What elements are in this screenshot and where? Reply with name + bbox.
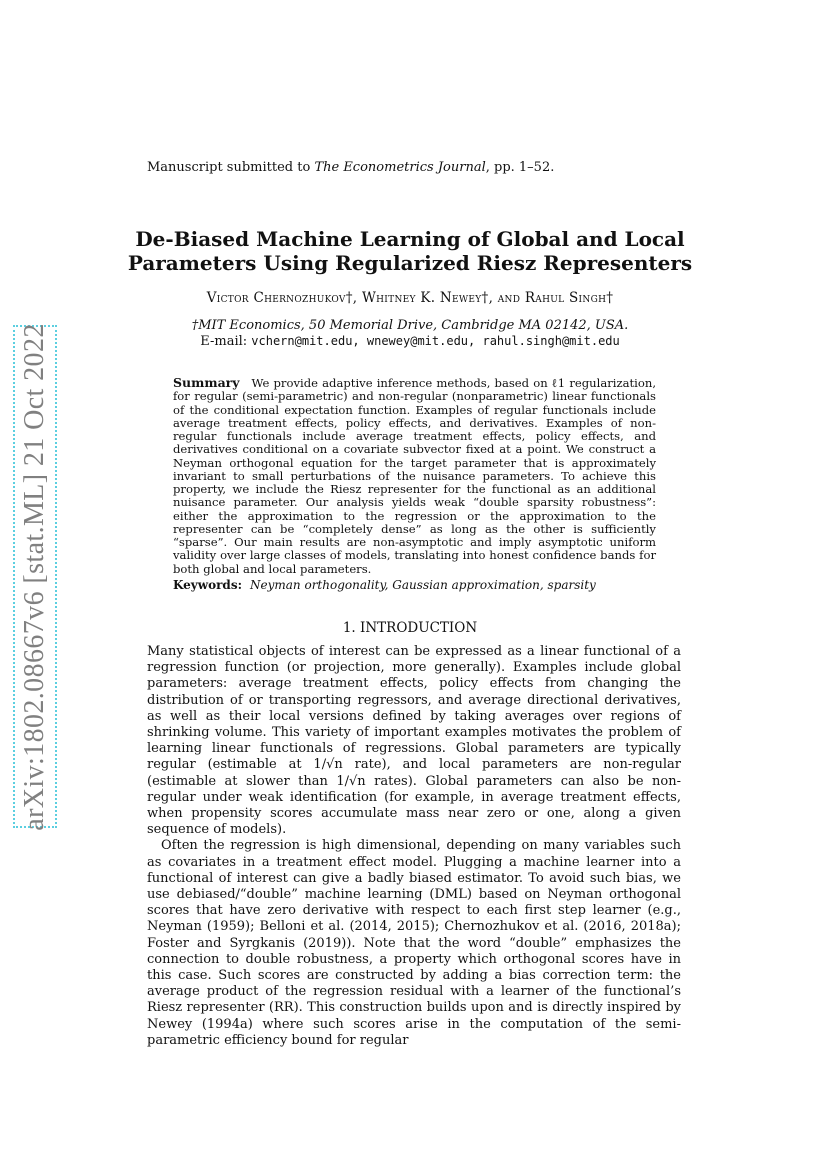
email-line	[110, 334, 710, 349]
header-prefix: Manuscript submitted to	[147, 160, 315, 175]
arxiv-identifier-stamp[interactable]	[13, 322, 57, 831]
journal-name: The Econometrics Journal	[314, 160, 486, 175]
author-list: Victor Chernozhukov†, Whitney K. Newey†, and Rahul Singh†	[206, 290, 614, 306]
email-addresses: vchern@mit.edu, wnewey@mit.edu, rahul.singh@mit.edu	[251, 334, 620, 348]
introduction-body	[147, 644, 681, 1049]
manuscript-header	[147, 160, 554, 175]
header-pages: , pp. 1–52.	[485, 160, 555, 175]
paragraph: Many statistical objects of interest can be expressed as a linear functional of a regression function (or projection, more generally). Examples include global parameters: average treatment effects, policy effects from changing the distribution of or transporting regressors, and average directional derivatives, as well as their local versions defined by taking averages over regions of shrinking volume. This variety of important examples motivates the problem of learning linear functionals of regressions. Global parameters are typically regular (estimable at 1/√n rate), and local parameters are non-regular (estimable at slower than 1/√n rates). Global parameters can also be non-regular under weak identification (for example, in average treatment effects, when propensity scores accumulate mass near zero or one, along a given sequence of models).	[147, 644, 681, 838]
keywords-text: Neyman orthogonality, Gaussian approximation, sparsity	[250, 578, 596, 592]
summary-text: We provide adaptive inference methods, based on ℓ1 regularization, for regular (semi-parametric) and non-regular (nonparametric) linear functionals of the conditional expectation function. Examples of regular functionals include average treatment effects, policy effects, and derivatives. Examples of non-regular functionals include average treatment effects, policy effects, and derivatives conditional on a covariate subvector fixed at a point. We construct a Neyman orthogonal equation for the target parameter that is approximately invariant to small perturbations of the nuisance parameters. To achieve this property, we include the Riesz representer for the functional as an additional nuisance parameter. Our analysis yields weak “double sparsity robustness”: either the approximation to the regression or the approximation to the representer can be “completely dense” as long as the other is sufficiently “sparse”. Our main results are non-asymptotic and imply asymptotic uniform validity over large classes of models, translating into honest confidence bands for both global and local parameters.	[173, 376, 656, 576]
email-label: E-mail:	[200, 334, 252, 349]
paragraph: Often the regression is high dimensional, depending on many variables such as covariates in a treatment effect model. Plugging a machine learner into a functional of interest can give a badly biased estimator. To avoid such bias, we use debiased/“double” machine learning (DML) based on Neyman orthogonal scores that have zero derivative with respect to each first step learner (e.g., Neyman (1959); Belloni et al. (2014, 2015); Chernozhukov et al. (2016, 2018a); Foster and Syrgkanis (2019)). Note that the word “double” emphasizes the connection to double robustness, a property which orthogonal scores have in this case. Such scores are constructed by adding a bias correction term: the average product of the regression residual with a learner of the functional’s Riesz representer (RR). This construction builds upon and is directly inspired by Newey (1994a) where such scores arise in the computation of the semi-parametric efficiency bound for regular	[147, 838, 681, 1048]
arxiv-identifier: arXiv:1802.08667v6 [stat.ML] 21 Oct 2022	[19, 322, 50, 831]
section-heading: 1. INTRODUCTION	[342, 620, 478, 636]
summary-heading: Summary	[173, 375, 240, 390]
keywords-label: Keywords:	[173, 578, 243, 592]
keywords	[173, 578, 596, 592]
paper-title: De-Biased Machine Learning of Global and Local Parameters Using Regularized Riesz Representers	[127, 227, 693, 275]
affiliation: †MIT Economics, 50 Memorial Drive, Cambridge MA 02142, USA.	[191, 318, 629, 333]
abstract	[173, 376, 656, 576]
